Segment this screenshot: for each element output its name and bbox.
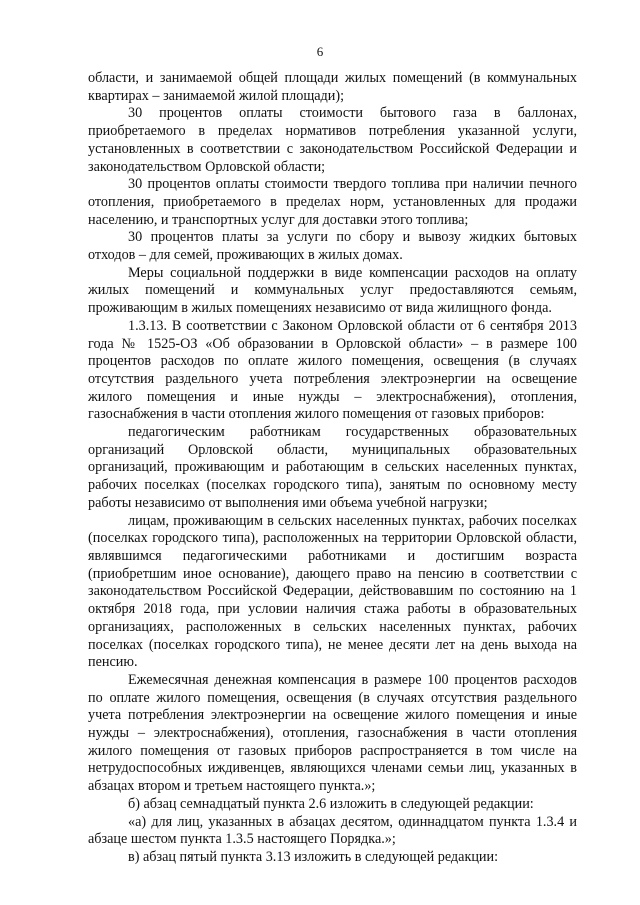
paragraph: Ежемесячная денежная компенсация в размере 100 процентов расходов по оплате жилого помещения, освещения (в случаях отсутствия раздельного учета потребления электроэнергии на освещение жилого помещения и иные нужды – электроснабжения), отопления, газоснабжения в части отопления жилого помещения от газовых приборов распространяется в том числе на нетрудоспособных иждивенцев, являющихся членами семьи лиц, указанных в абзацах втором и третьем настоящего пункта.»; — [88, 671, 577, 795]
paragraph: лицам, проживающим в сельских населенных пунктах, рабочих поселках (поселках городского типа), расположенных на территории Орловской области, являвшимся педагогическими работниками и достигшим возраста (приобретшим иное основание), дающего право на пенсию в соответствии с законодательством Российской Федерации, действовавшим по состоянию на 1 октября 2018 года, при условии наличия стажа работы в образовательных организациях, расположенных в сельских населенных пунктах, рабочих поселках (поселках городского типа), не менее десяти лет на день выхода на пенсию. — [88, 512, 577, 671]
paragraph: б) абзац семнадцатый пункта 2.6 изложить в следующей редакции: — [128, 795, 534, 812]
paragraph: Меры социальной поддержки в виде компенсации расходов на оплату жилых помещений и коммунальных услуг предоставляются семьям, проживающим в жилых помещениях независимо от вида жилищного фонда. — [88, 264, 577, 317]
paragraph: 30 процентов платы за услуги по сбору и вывозу жидких бытовых отходов – для семей, проживающих в жилых домах. — [88, 229, 577, 264]
document-body — [88, 70, 577, 867]
paragraph: 30 процентов оплаты стоимости бытового газа в баллонах, приобретаемого в пределах нормативов потребления указанной услуги, установленных в соответствии с законодательством Российской Федерации и законодательством Орловской области; — [88, 105, 577, 175]
paragraph: 1.3.13. В соответствии с Законом Орловской области от 6 сентября 2013 года № 1525-ОЗ «Об образовании в Орловской области» – в размере 100 процентов расходов по оплате жилого помещения, освещения (в случаях отсутствия раздельного учета потребления электроэнергии на освещение жилого помещения и иные нужды – электроснабжения), отопления, газоснабжения в части отопления жилого помещения от газовых приборов: — [88, 317, 577, 423]
paragraph: в) абзац пятый пункта 3.13 изложить в следующей редакции: — [128, 848, 499, 865]
page-number: 6 — [316, 44, 324, 59]
paragraph: «а) для лиц, указанных в абзацах десятом, одиннадцатом пункта 1.3.4 и абзаце шестом пункта 1.3.5 настоящего Порядка.»; — [88, 813, 577, 848]
paragraph: 30 процентов оплаты стоимости твердого топлива при наличии печного отопления, приобретаемого в пределах норм, установленных для продажи населению, и транспортных услуг для доставки этого топлива; — [88, 176, 577, 228]
paragraph: педагогическим работникам государственных образовательных организаций Орловской области, муниципальных образовательных организаций, проживающим и работающим в сельских населенных пунктах, рабочих поселках (поселках городского типа), занятым по основному месту работы независимо от выполнения ими объема учебной нагрузки; — [88, 424, 577, 511]
paragraph: области, и занимаемой общей площади жилых помещений (в коммунальных квартирах – занимаемой жилой площади); — [88, 70, 577, 104]
